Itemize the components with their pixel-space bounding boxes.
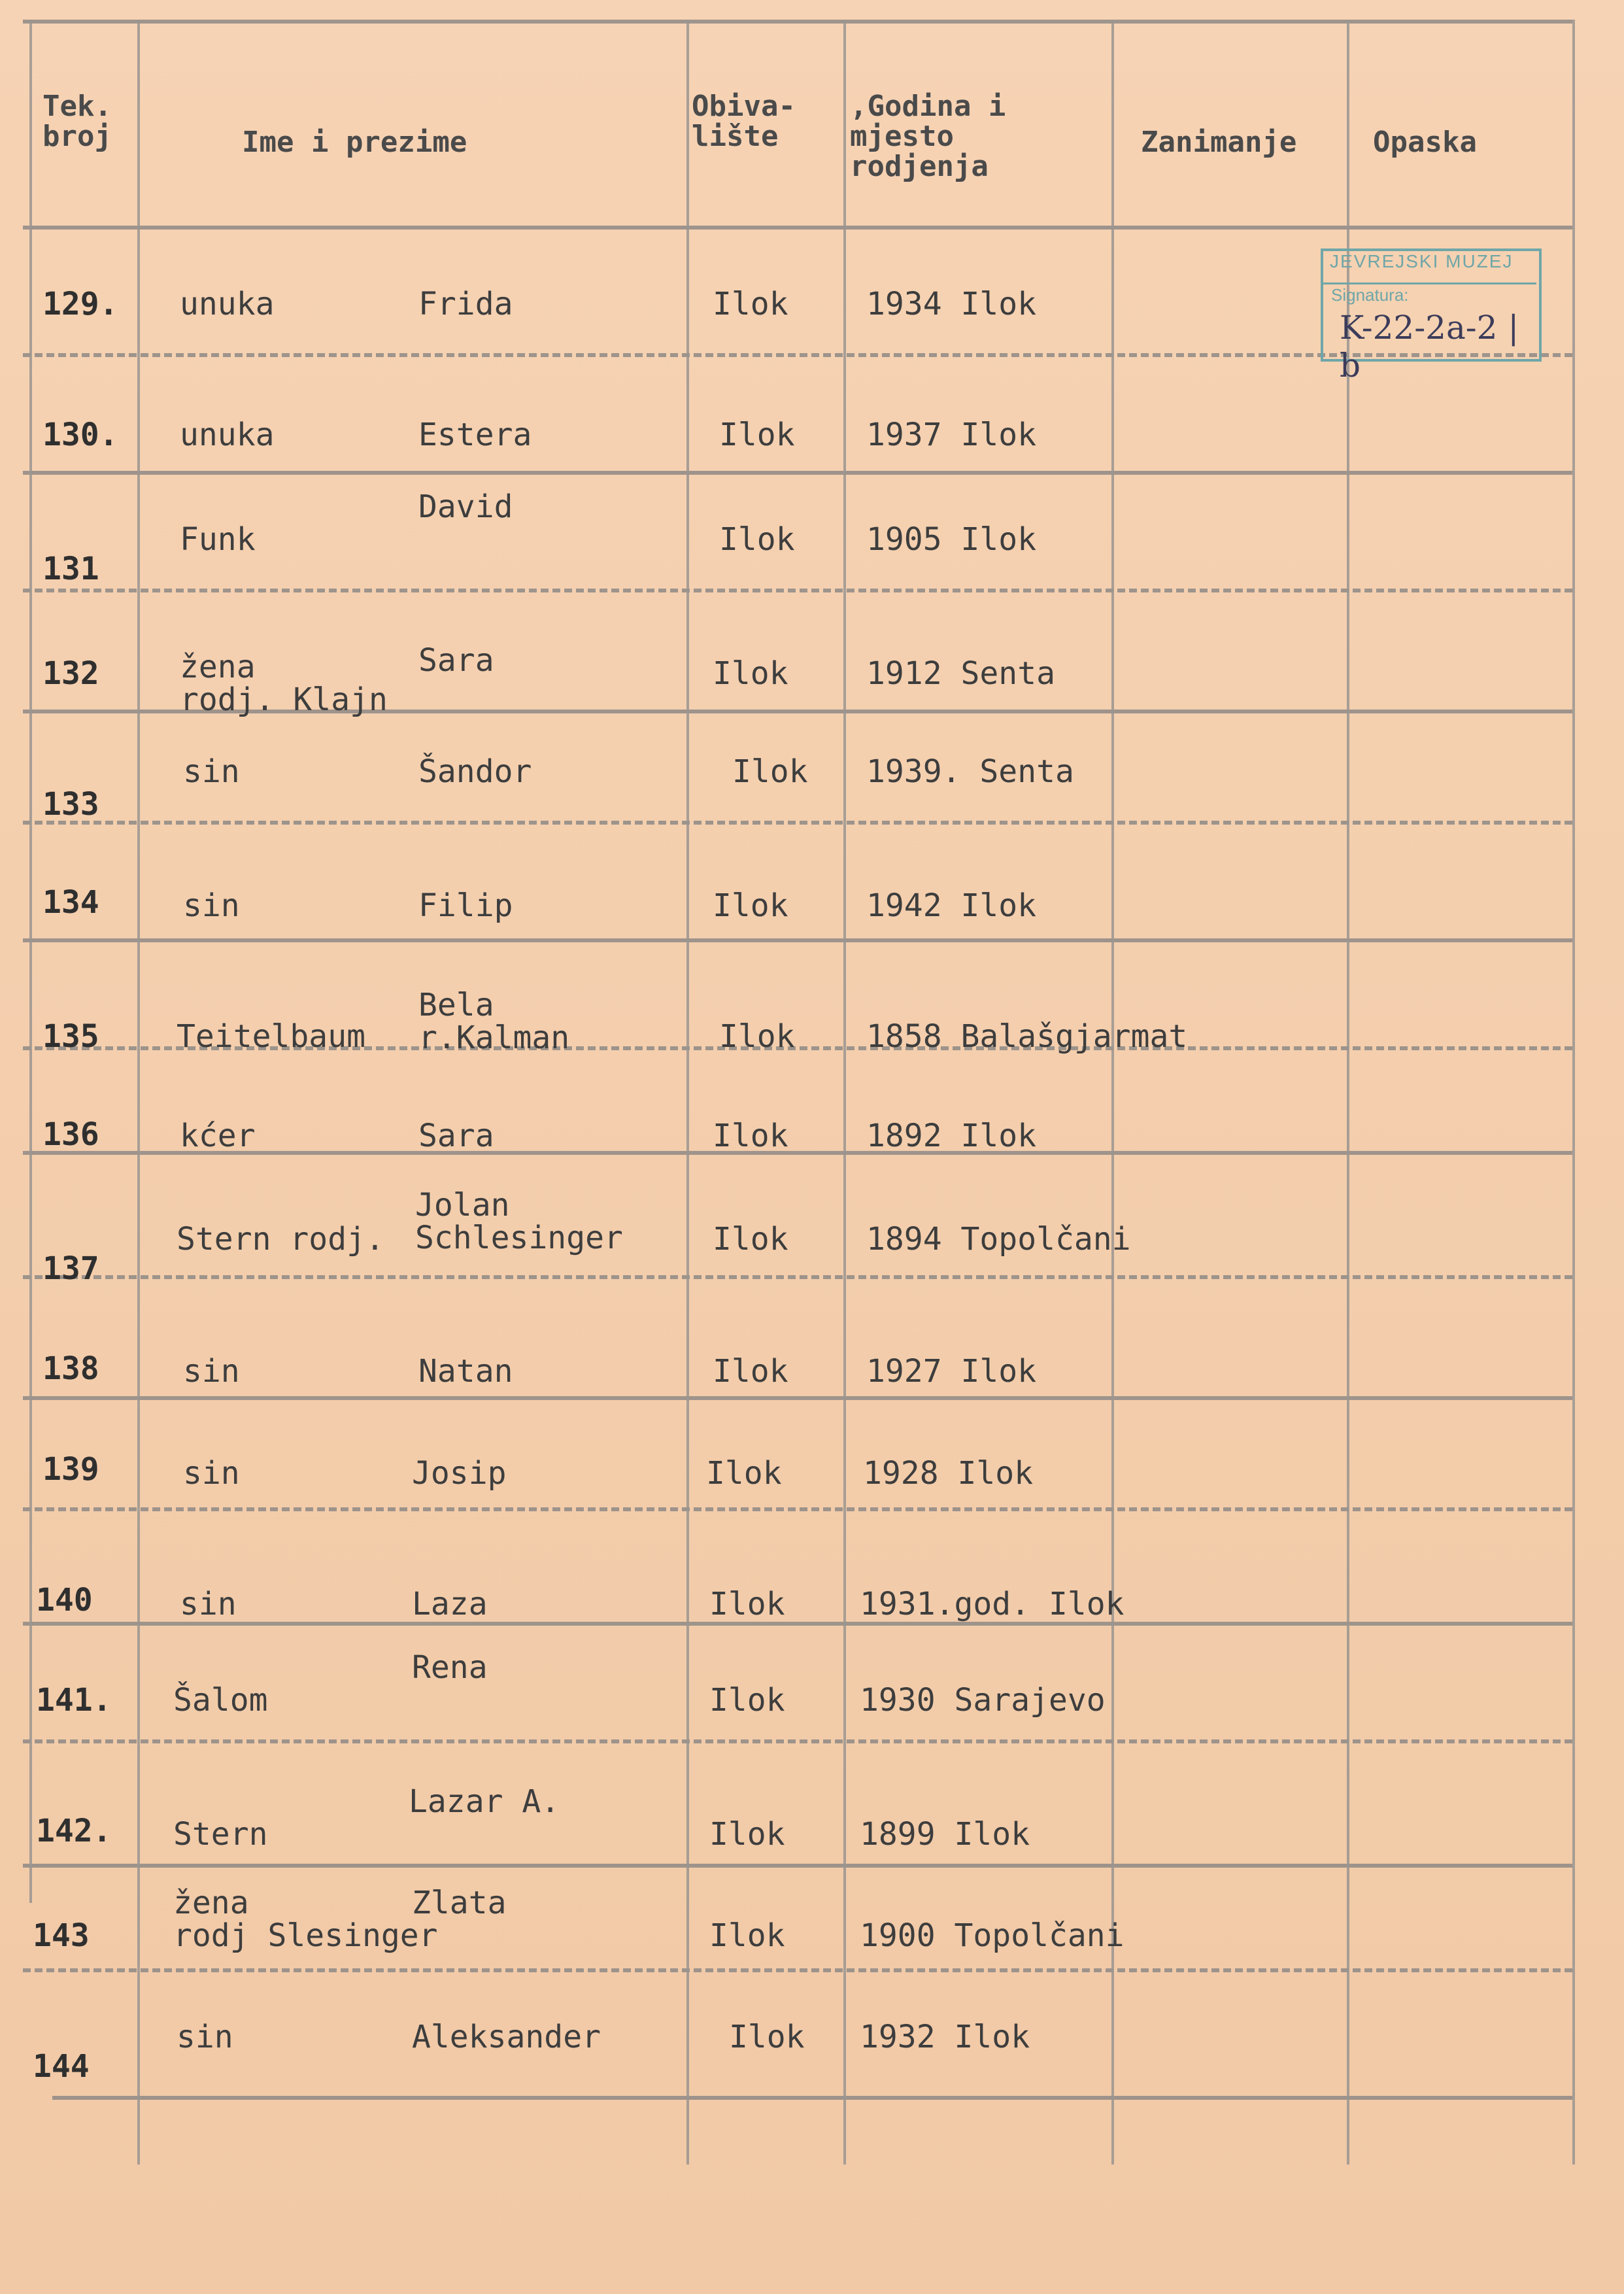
- row-birth: 1858 Balašgjarmat: [866, 1018, 1188, 1055]
- row-surname: sin: [183, 1455, 240, 1492]
- row-surname: žena rodj Slesinger: [173, 1885, 438, 1954]
- header-birth: ,Godina i mjesto rodjenja: [850, 90, 1006, 183]
- row-number: 131: [42, 551, 99, 587]
- header-name: Ime i prezime: [242, 126, 467, 159]
- row-birth: 1932 Ilok: [860, 2019, 1030, 2055]
- row-rule: [23, 1968, 1572, 1972]
- row-surname: kćer: [180, 1118, 256, 1154]
- row-number: 137: [42, 1250, 99, 1287]
- row-residence: Ilok: [713, 1353, 788, 1390]
- row-number: 144: [33, 2048, 90, 2085]
- row-first-name: Aleksander: [412, 2019, 601, 2055]
- row-first-name: Natan: [418, 1353, 513, 1390]
- row-first-name: Šandor: [418, 753, 532, 790]
- row-residence: Ilok: [713, 1118, 788, 1154]
- header-residence: Obiva- lište: [692, 90, 796, 153]
- archive-stamp: [1321, 248, 1542, 385]
- row-first-name: Josip: [412, 1455, 507, 1492]
- row-surname: sin: [180, 1586, 237, 1622]
- row-first-name: Laza: [412, 1586, 488, 1622]
- row-residence: Ilok: [709, 1682, 785, 1719]
- row-rule: [23, 821, 1572, 825]
- row-residence: Ilok: [719, 521, 795, 558]
- col-rule: [686, 20, 689, 2165]
- row-first-name: Rena: [412, 1649, 488, 1686]
- row-residence: Ilok: [719, 1018, 795, 1055]
- row-rule: [23, 938, 1572, 942]
- row-first-name: Sara: [418, 642, 494, 679]
- row-number: 133: [42, 786, 99, 823]
- row-surname: unuka: [180, 417, 275, 453]
- row-birth: 1900 Topolčani: [860, 1917, 1125, 1954]
- row-residence: Ilok: [709, 1917, 785, 1954]
- row-number: 136: [42, 1116, 99, 1153]
- row-surname: Funk: [180, 521, 256, 558]
- stamp-title: JEVREJSKI MUZEJ: [1330, 251, 1514, 271]
- col-rule: [29, 20, 32, 1903]
- row-birth: 1927 Ilok: [866, 1353, 1037, 1390]
- row-birth: 1930 Sarajevo: [860, 1682, 1106, 1719]
- row-residence: Ilok: [706, 1455, 782, 1492]
- row-residence: Ilok: [709, 1586, 785, 1622]
- row-residence: Ilok: [729, 2019, 805, 2055]
- row-birth: 1931.god. Ilok: [860, 1586, 1125, 1622]
- row-residence: Ilok: [713, 1221, 788, 1258]
- row-birth: 1934 Ilok: [866, 286, 1037, 322]
- row-rule: [23, 1396, 1572, 1400]
- row-rule: [23, 1507, 1572, 1511]
- stamp-divider: [1323, 282, 1536, 284]
- col-rule: [843, 20, 846, 2165]
- row-rule: [23, 1275, 1572, 1279]
- row-number: 129.: [42, 286, 118, 322]
- col-rule: [137, 20, 140, 2165]
- header-occupation: Zanimanje: [1141, 126, 1297, 159]
- row-number: 142.: [36, 1813, 112, 1849]
- row-number: 132: [42, 655, 99, 692]
- row-residence: Ilok: [719, 417, 795, 453]
- row-rule: [23, 471, 1572, 475]
- row-first-name: Estera: [418, 417, 532, 453]
- stamp-label: Signatura:: [1331, 285, 1409, 305]
- row-surname: Stern rodj.: [177, 1221, 384, 1258]
- row-surname: unuka: [180, 286, 275, 322]
- top-rule: [23, 20, 1572, 24]
- row-first-name: Frida: [418, 286, 513, 322]
- row-rule: [23, 1739, 1572, 1743]
- row-number: 138: [42, 1350, 99, 1387]
- row-birth: 1912 Senta: [866, 655, 1055, 692]
- row-rule: [23, 1864, 1572, 1868]
- row-number: 143: [33, 1917, 90, 1954]
- row-birth: 1905 Ilok: [866, 521, 1037, 558]
- row-number: 139: [42, 1451, 99, 1488]
- col-rule: [1572, 20, 1575, 2165]
- row-first-name: Sara: [418, 1118, 494, 1154]
- row-surname: žena rodj. Klajn: [180, 649, 388, 718]
- row-residence: Ilok: [732, 753, 808, 790]
- row-surname: sin: [183, 753, 240, 790]
- row-birth: 1899 Ilok: [860, 1816, 1030, 1853]
- row-number: 130.: [42, 417, 118, 453]
- col-rule: [1111, 20, 1114, 2165]
- row-rule: [23, 1622, 1572, 1626]
- row-birth: 1937 Ilok: [866, 417, 1037, 453]
- row-first-name: Filip: [418, 887, 513, 924]
- row-birth: 1894 Topolčani: [866, 1221, 1131, 1258]
- header-number: Tek. broj: [42, 90, 112, 153]
- row-birth: 1928 Ilok: [863, 1455, 1034, 1492]
- row-residence: Ilok: [713, 655, 788, 692]
- row-residence: Ilok: [709, 1816, 785, 1853]
- row-surname: sin: [183, 1353, 240, 1390]
- row-number: 134: [42, 884, 99, 921]
- row-number: 140: [36, 1582, 93, 1618]
- row-surname: sin: [177, 2019, 233, 2055]
- row-rule: [52, 2096, 1572, 2100]
- row-rule: [23, 589, 1572, 592]
- row-first-name: Zlata: [412, 1885, 507, 1921]
- row-first-name: Bela r.Kalman: [418, 987, 570, 1056]
- row-first-name: Lazar A.: [409, 1783, 560, 1820]
- row-number: 141.: [36, 1682, 112, 1719]
- row-birth: 1942 Ilok: [866, 887, 1037, 924]
- row-residence: Ilok: [713, 286, 788, 322]
- row-surname: sin: [183, 887, 240, 924]
- row-first-name: Jolan Schlesinger: [415, 1187, 623, 1256]
- row-surname: Teitelbaum: [177, 1018, 365, 1055]
- row-surname: Stern: [173, 1816, 268, 1853]
- row-first-name: David: [418, 488, 513, 525]
- row-birth: 1939. Senta: [866, 753, 1074, 790]
- row-residence: Ilok: [713, 887, 788, 924]
- row-birth: 1892 Ilok: [866, 1118, 1037, 1154]
- header-rule: [23, 226, 1572, 230]
- row-surname: Šalom: [173, 1682, 268, 1719]
- row-number: 135: [42, 1018, 99, 1055]
- header-remark: Opaska: [1373, 126, 1477, 159]
- stamp-signature: K-22-2a-2 | b: [1340, 309, 1519, 385]
